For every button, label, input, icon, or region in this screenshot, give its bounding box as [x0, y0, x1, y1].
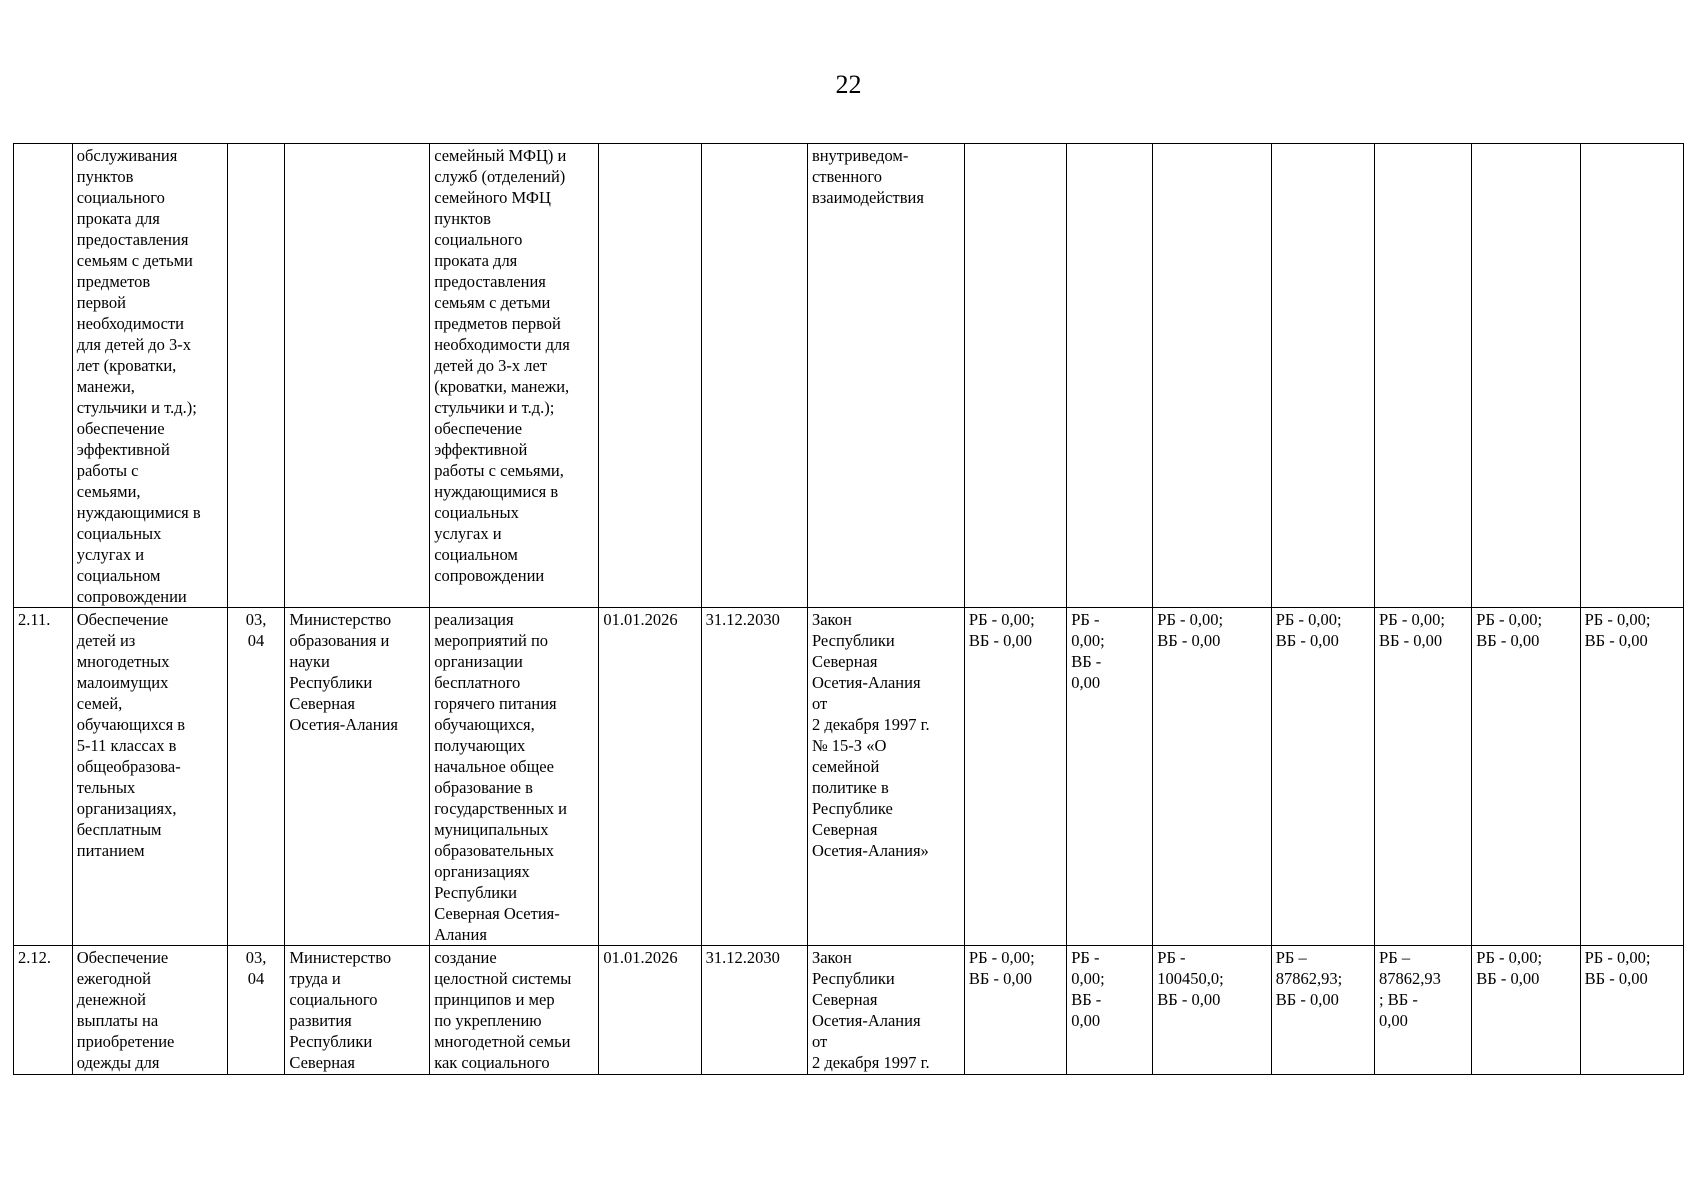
funding-cell: РБ - 0,00; ВБ - 0,00 [1472, 608, 1580, 946]
funding-cell: РБ - 0,00; ВБ - 0,00 [1067, 946, 1153, 1075]
funding-cell [1271, 144, 1374, 608]
end-date-cell: 31.12.2030 [701, 946, 807, 1075]
funding-cell [1580, 144, 1683, 608]
row-number-cell [14, 144, 73, 608]
funding-cell [1375, 144, 1472, 608]
funding-cell: РБ - 0,00; ВБ - 0,00 [1580, 946, 1683, 1075]
legal-basis-cell: внутриведом- ственного взаимодействия [807, 144, 964, 608]
funding-cell [1472, 144, 1580, 608]
start-date-cell [599, 144, 701, 608]
page-number: 22 [835, 70, 862, 99]
funding-cell [1067, 144, 1153, 608]
funding-cell: РБ - 0,00; ВБ - 0,00 [964, 608, 1066, 946]
table-row [14, 946, 1684, 1075]
funding-cell: РБ - 0,00; ВБ - 0,00 [1375, 608, 1472, 946]
funding-cell [1153, 144, 1271, 608]
task-code-cell: 03, 04 [227, 946, 285, 1075]
executor-cell: Министерство образования и науки Республики Северная Осетия-Алания [285, 608, 430, 946]
row-number-cell: 2.12. [14, 946, 73, 1075]
legal-basis-cell: Закон Республики Северная Осетия-Алания от 2 декабря 1997 г. [807, 946, 964, 1075]
activities-cell: реализация мероприятий по организации бесплатного горячего питания обучающихся, получающих начальное общее образование в государственных и муниципальных образовательных организациях Республики Северная Осетия- Алания [430, 608, 599, 946]
funding-cell [964, 144, 1066, 608]
row-number-cell: 2.11. [14, 608, 73, 946]
measure-name-cell: Обеспечение ежегодной денежной выплаты на приобретение одежды для [72, 946, 227, 1075]
start-date-cell: 01.01.2026 [599, 608, 701, 946]
end-date-cell [701, 144, 807, 608]
funding-cell: РБ - 0,00; ВБ - 0,00 [1472, 946, 1580, 1075]
task-code-cell: 03, 04 [227, 608, 285, 946]
measure-name-cell: обслуживания пунктов социального проката для предоставления семьям с детьми предметов первой необходимости для детей до 3-х лет (кроватки, манежи, стульчики и т.д.); обеспечение эффективной работы с семьями, нуждающимися в социальных услугах и социальном сопровождении [72, 144, 227, 608]
measure-name-cell: Обеспечение детей из многодетных малоимущих семей, обучающихся в 5-11 классах в общеобразова- тельных организациях, бесплатным питанием [72, 608, 227, 946]
funding-cell: РБ - 0,00; ВБ - 0,00 [1153, 608, 1271, 946]
task-code-cell [227, 144, 285, 608]
funding-cell: РБ - 0,00; ВБ - 0,00 [1067, 608, 1153, 946]
end-date-cell: 31.12.2030 [701, 608, 807, 946]
activities-cell: семейный МФЦ) и служб (отделений) семейного МФЦ пунктов социального проката для предоставления семьям с детьми предметов первой необходимости для детей до 3-х лет (кроватки, манежи, стульчики и т.д.); обеспечение эффективной работы с семьями, нуждающимися в социальных услугах и социальном сопровождении [430, 144, 599, 608]
table-row [14, 608, 1684, 946]
funding-cell: РБ - 0,00; ВБ - 0,00 [1580, 608, 1683, 946]
activities-cell: создание целостной системы принципов и мер по укреплению многодетной семьи как социального [430, 946, 599, 1075]
funding-cell: РБ – 87862,93 ; ВБ - 0,00 [1375, 946, 1472, 1075]
executor-cell: Министерство труда и социального развития Республики Северная [285, 946, 430, 1075]
program-measures-table [13, 143, 1684, 1075]
start-date-cell: 01.01.2026 [599, 946, 701, 1075]
executor-cell [285, 144, 430, 608]
funding-cell: РБ - 0,00; ВБ - 0,00 [1271, 608, 1374, 946]
legal-basis-cell: Закон Республики Северная Осетия-Алания от 2 декабря 1997 г. № 15-З «О семейной политике в Республике Северная Осетия-Алания» [807, 608, 964, 946]
funding-cell: РБ – 87862,93; ВБ - 0,00 [1271, 946, 1374, 1075]
funding-cell: РБ - 0,00; ВБ - 0,00 [964, 946, 1066, 1075]
table-row [14, 144, 1684, 608]
funding-cell: РБ - 100450,0; ВБ - 0,00 [1153, 946, 1271, 1075]
